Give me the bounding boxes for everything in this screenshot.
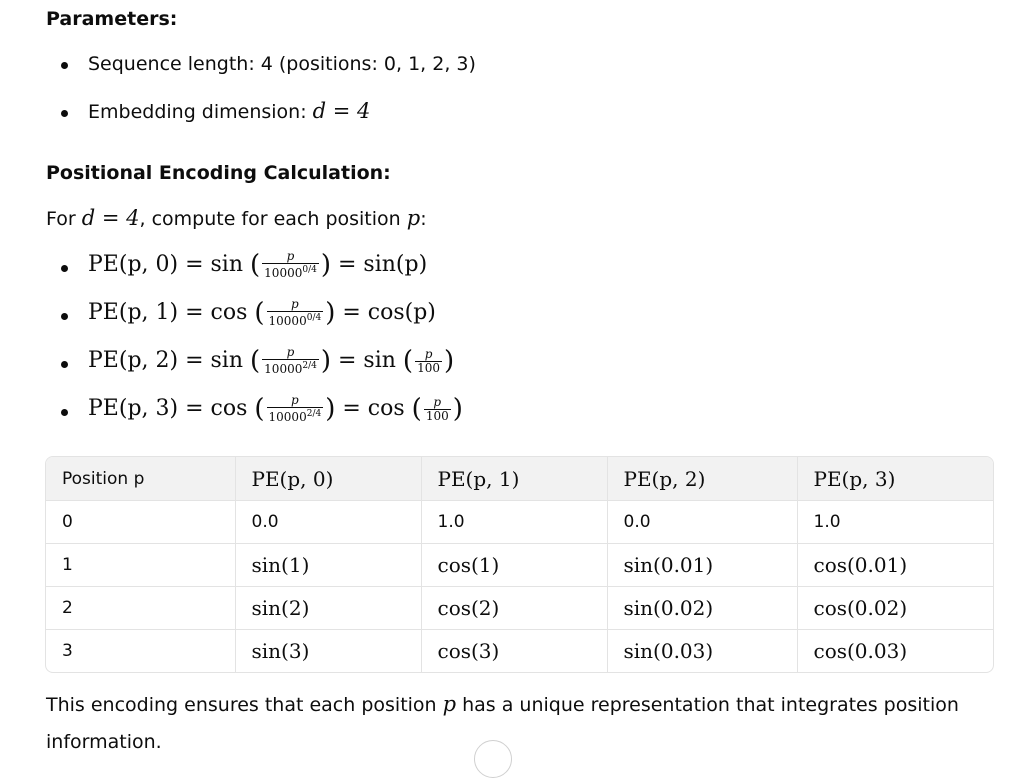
conclusion-pre: This encoding ensures that each position bbox=[46, 694, 443, 716]
frac-num: p bbox=[433, 394, 442, 409]
formula-lhs: PE(p, 3) = cos bbox=[88, 396, 248, 421]
col-header-pe1: PE(p, 1) bbox=[421, 457, 607, 501]
table-row bbox=[46, 544, 993, 587]
table-cell: cos(0.03) bbox=[813, 639, 908, 663]
intro-pre: For bbox=[46, 208, 82, 230]
bullet bbox=[61, 265, 68, 272]
parameters-heading: Parameters: bbox=[46, 8, 178, 30]
col-header-position: Position p bbox=[46, 457, 235, 501]
table-cell: 1.0 bbox=[421, 501, 607, 544]
bullet bbox=[61, 62, 68, 69]
col-header-pe3: PE(p, 3) bbox=[797, 457, 993, 501]
formula-rhs: = cos(p) bbox=[342, 300, 436, 325]
formula-pe0: PE(p, 0) = sin ( $\frac{p}{10000^{0/4}}$ ) = sin(p) bbox=[88, 249, 428, 280]
table-cell: cos(0.02) bbox=[797, 587, 993, 630]
param-math: d = 4 bbox=[312, 99, 371, 123]
conclusion-post: has a unique representation that integrates position bbox=[456, 694, 959, 716]
intro-var: p bbox=[406, 206, 421, 230]
frac-num: p bbox=[291, 393, 299, 407]
intro-math: d = 4 bbox=[81, 206, 140, 230]
table-cell: sin(1) bbox=[235, 544, 421, 587]
table-cell: 0.0 bbox=[607, 501, 797, 544]
table-cell: 1.0 bbox=[797, 501, 993, 544]
formula-lhs: PE(p, 2) = sin bbox=[88, 348, 244, 373]
frac-exp: 0/4 bbox=[302, 265, 317, 275]
frac-base: 10000 bbox=[264, 362, 303, 376]
param-label: Embedding dimension: bbox=[88, 101, 313, 123]
formula-rhs-fn: = cos bbox=[342, 396, 405, 421]
bullet bbox=[61, 313, 68, 320]
table-row bbox=[46, 587, 993, 630]
table-cell: cos(2) bbox=[421, 587, 607, 630]
bullet bbox=[61, 409, 68, 416]
table-cell: sin(2) bbox=[235, 587, 421, 630]
formula-rhs-fn: = sin bbox=[338, 348, 396, 373]
frac-exp: 2/4 bbox=[306, 409, 322, 419]
table-cell: 3 bbox=[46, 630, 235, 673]
frac-den: 100 bbox=[417, 360, 440, 375]
frac-num: p bbox=[286, 249, 295, 263]
col-header-pe0: PE(p, 0) bbox=[235, 457, 421, 501]
frac-num: p bbox=[424, 346, 433, 361]
formula-pe2: PE(p, 2) = sin ( $\frac{p}{10000^{2/4}}$ ) = sin ( $\frac{p}{100}$ ) bbox=[88, 345, 455, 376]
table-cell: sin(0.03) bbox=[607, 630, 797, 673]
table-header-row bbox=[46, 457, 993, 501]
frac-den: 100 bbox=[425, 408, 449, 423]
frac-base: 10000 bbox=[268, 410, 307, 424]
frac-num: p bbox=[286, 345, 295, 359]
formula-pe3: PE(p, 3) = cos ( $\frac{p}{10000^{2/4}}$ ) = cos ( $\frac{p}{100}$ ) bbox=[88, 393, 463, 424]
intro-post: : bbox=[420, 208, 427, 230]
table-cell: 0.0 bbox=[235, 501, 421, 544]
param-sequence-length: Sequence length: 4 (positions: 0, 1, 2, 3) bbox=[88, 53, 476, 75]
formula-lhs: PE(p, 0) = sin bbox=[88, 252, 244, 277]
frac-exp: 2/4 bbox=[302, 361, 317, 371]
calc-intro bbox=[46, 206, 427, 230]
table-cell: cos(0.01) bbox=[797, 544, 993, 587]
formula-rhs: = sin(p) bbox=[338, 252, 428, 277]
pe-table bbox=[45, 456, 994, 673]
param-embedding-dimension bbox=[88, 99, 370, 123]
intro-mid: , compute for each position bbox=[139, 208, 407, 230]
table-cell: sin(3) bbox=[235, 630, 421, 673]
conclusion-var: p bbox=[442, 692, 457, 716]
conclusion-line2: information. bbox=[46, 731, 162, 753]
table-cell: cos(1) bbox=[421, 544, 607, 587]
table-cell: 0 bbox=[46, 501, 235, 544]
table-cell: sin(0.01) bbox=[607, 544, 797, 587]
bullet bbox=[61, 361, 68, 368]
formula-lhs: PE(p, 1) = cos bbox=[88, 300, 248, 325]
bullet bbox=[61, 110, 68, 117]
table-cell: sin(0.02) bbox=[607, 587, 797, 630]
frac-base: 10000 bbox=[268, 314, 307, 328]
formula-pe1: PE(p, 1) = cos ( $\frac{p}{10000^{0/4}}$ ) = cos(p) bbox=[88, 297, 436, 328]
col-header-pe2: PE(p, 2) bbox=[607, 457, 797, 501]
table-cell: cos(3) bbox=[421, 630, 607, 673]
table-row bbox=[46, 630, 993, 673]
frac-num: p bbox=[291, 297, 299, 311]
table-cell: 1 bbox=[46, 544, 235, 587]
table-cell: 2 bbox=[46, 587, 235, 630]
frac-base: 10000 bbox=[264, 266, 303, 280]
calc-heading: Positional Encoding Calculation: bbox=[46, 162, 391, 184]
conclusion-line1 bbox=[46, 692, 959, 716]
table-row bbox=[46, 501, 993, 544]
frac-exp: 0/4 bbox=[306, 313, 322, 323]
scroll-down-button[interactable] bbox=[474, 740, 512, 778]
